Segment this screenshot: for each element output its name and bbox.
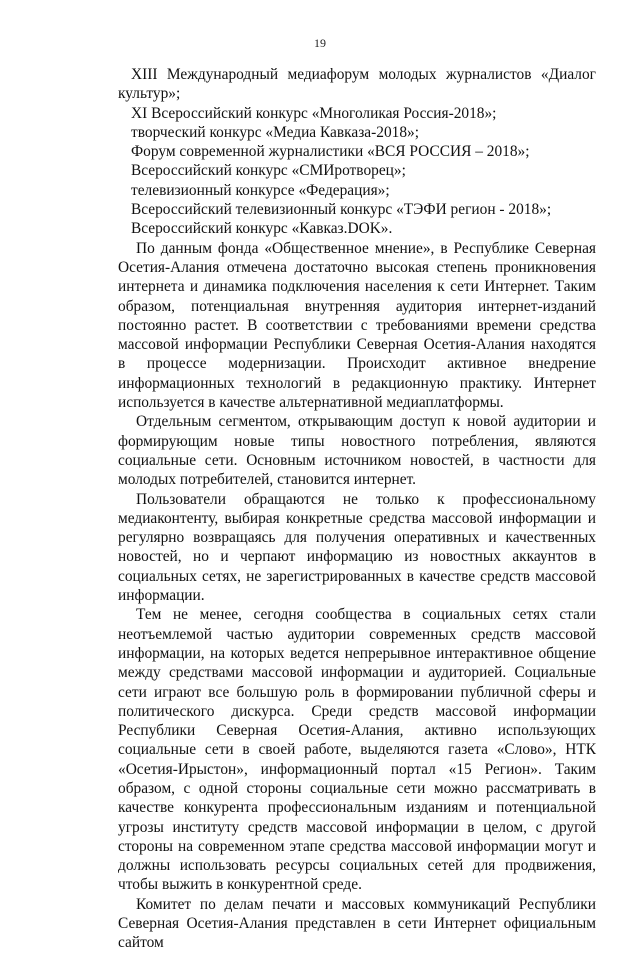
body-paragraph: Пользователи обращаются не только к профессиональному медиаконтенту, выбирая конкретные средства массовой информации и регулярно возвращаясь для получения оперативных и качественных новостей, но и черпают информацию из новостных аккаунтов в социальных сетях, не зарегистрированных в качестве средств массовой информации. xyxy=(118,490,596,605)
event-list-item: XIII Международный медиафорум молодых журналистов «Диалог культур»; xyxy=(118,66,596,103)
event-list-item: Всероссийский конкурс «Кавказ.DOK». xyxy=(131,220,393,238)
body-paragraph: Тем не менее, сегодня сообщества в социальных сетях стали неотъемлемой частью аудитории современных средств массовой информации, на которых ведется непрерывное интерактивное общение между средствами массовой информации и аудиторией. Социальные сети играют все большую роль в формировании публичной сферы и политического дискурса. Среди средств массовой информации Республики Северная Осетия-Алания, активно использующих социальные сети в своей работе, выделяются газета «Слово», НТК «Осетия-Ирыстон», информационный портал «15 Регион». Таким образом, с одной стороны социальные сети можно рассматривать в качестве конкурента профессиональным изданиям и потенциальной угрозы институту средств массовой информации в целом, с другой стороны на современном этапе средства массовой информации могут и должны использовать ресурсы социальных сетей для продвижения, чтобы выжить в конкурентной среде. xyxy=(118,606,596,894)
event-list-item: XI Всероссийский конкурс «Многоликая Россия-2018»; xyxy=(131,104,497,122)
body-paragraph: Отдельным сегментом, открывающим доступ к новой аудитории и формирующим новые типы новостного потребления, являются социальные сети. Основным источником новостей, в частности для молодых потребителей, становится интернет. xyxy=(118,413,596,489)
document-body xyxy=(118,65,596,953)
event-list-item: Форум современной журналистики «ВСЯ РОССИЯ – 2018»; xyxy=(131,143,530,161)
event-list-item: творческий конкурс «Медиа Кавказа-2018»; xyxy=(131,123,420,141)
event-list-item: Всероссийский телевизионный конкурс «ТЭФИ регион - 2018»; xyxy=(131,201,552,219)
event-list-item: Всероссийский конкурс «СМИротворец»; xyxy=(131,162,406,180)
event-list-item: телевизионный конкурсе «Федерация»; xyxy=(131,181,390,199)
body-paragraph: Комитет по делам печати и массовых коммуникаций Республики Северная Осетия-Алания представлен в сети Интернет официальным сайтом xyxy=(118,895,596,952)
page-number: 19 xyxy=(314,36,326,50)
body-paragraph: По данным фонда «Общественное мнение», в Республике Северная Осетия-Алания отмечена достаточно высокая степень проникновения интернета и динамика подключения населения к сети Интернет. Таким образом, потенциальная внутренняя аудитория интернет-изданий постоянно растет. В соответствии с требованиями времени средства массовой информации Республики Северная Осетия-Алания находятся в процессе модернизации. Происходит активное внедрение информационных технологий в редакционную практику. Интернет используется в качестве альтернативной медиаплатформы. xyxy=(118,239,596,412)
